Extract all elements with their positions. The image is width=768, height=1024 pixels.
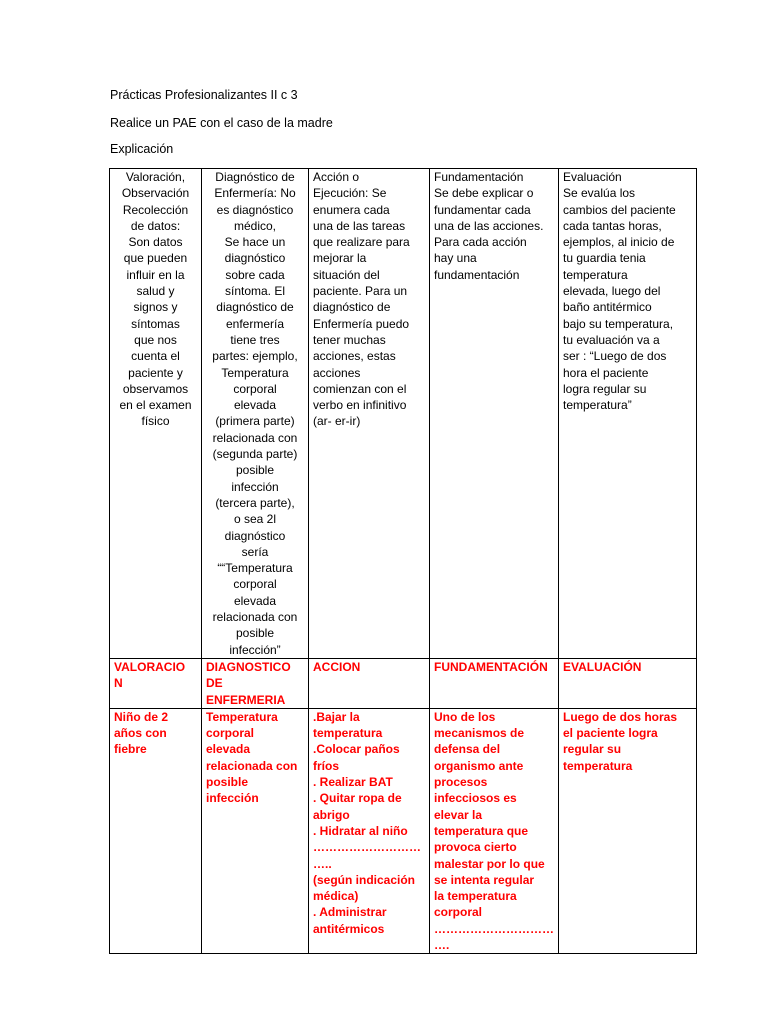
explanation-cell-fundamentacion: Fundamentación Se debe explicar o fundamentar cada una de las acciones. Para cada acción hay una fundamentación — [430, 169, 559, 659]
case-cell-diagnostico: Temperatura corporal elevada relacionada con posible infección — [202, 708, 309, 953]
case-cell-fundamentacion: Uno de los mecanismos de defensa del organismo ante procesos infecciosos es elevar la temperatura que provoca cierto malestar por lo que se intenta regular la temperatura corporal ……………………………. — [430, 708, 559, 953]
case-cell-evaluacion: Luego de dos horas el paciente logra regular su temperatura — [559, 708, 697, 953]
assignment-instruction: Realice un PAE con el caso de la madre — [110, 116, 333, 130]
explanation-cell-accion: Acción o Ejecución: Se enumera cada una de las tareas que realizare para mejorar la situación del paciente. Para un diagnóstico de Enfermería puedo tener muchas acciones, estas acciones comienzan con el verbo en infinitivo (ar- er-ir) — [309, 169, 430, 659]
explanation-row — [110, 169, 697, 659]
explanation-cell-evaluacion: Evaluación Se evalúa los cambios del paciente cada tantas horas, ejemplos, al inicio de tu guardia tenia temperatura elevada, luego del baño antitérmico bajo su temperatura, tu evaluación va a ser : “Luego de dos hora el paciente logra regular su temperatura” — [559, 169, 697, 659]
header-row — [110, 659, 697, 709]
header-cell-accion: ACCION — [309, 659, 430, 709]
header-cell-diagnostico: DIAGNOSTICO DE ENFERMERIA — [202, 659, 309, 709]
header-cell-evaluacion: EVALUACIÓN — [559, 659, 697, 709]
header-cell-fundamentacion: FUNDAMENTACIÓN — [430, 659, 559, 709]
case-cell-accion: .Bajar la temperatura .Colocar paños fríos . Realizar BAT . Quitar ropa de abrigo . Hidratar al niño ………………………….. (según indicación médica) . Administrar antitérmicos — [309, 708, 430, 953]
header-cell-valoracion: VALORACIO N — [110, 659, 202, 709]
explanation-cell-valoracion: Valoración, Observación Recolección de datos: Son datos que pueden influir en la salud y signos y síntomas que nos cuenta el paciente y observamos en el examen físico — [110, 169, 202, 659]
case-row — [110, 708, 697, 953]
case-cell-valoracion: Niño de 2 años con fiebre — [110, 708, 202, 953]
section-label: Explicación — [110, 142, 174, 156]
explanation-cell-diagnostico: Diagnóstico de Enfermería: No es diagnóstico médico, Se hace un diagnóstico sobre cada síntoma. El diagnóstico de enfermería tiene tres partes: ejemplo, Temperatura corporal elevada (primera parte) relacionada con (segunda parte) posible infección (tercera parte), o sea 2l diagnóstico sería ““Temperatura corporal elevada relacionada con posible infección” — [202, 169, 309, 659]
document-title: Prácticas Profesionalizantes II c 3 — [110, 88, 298, 102]
pae-table — [109, 168, 697, 954]
